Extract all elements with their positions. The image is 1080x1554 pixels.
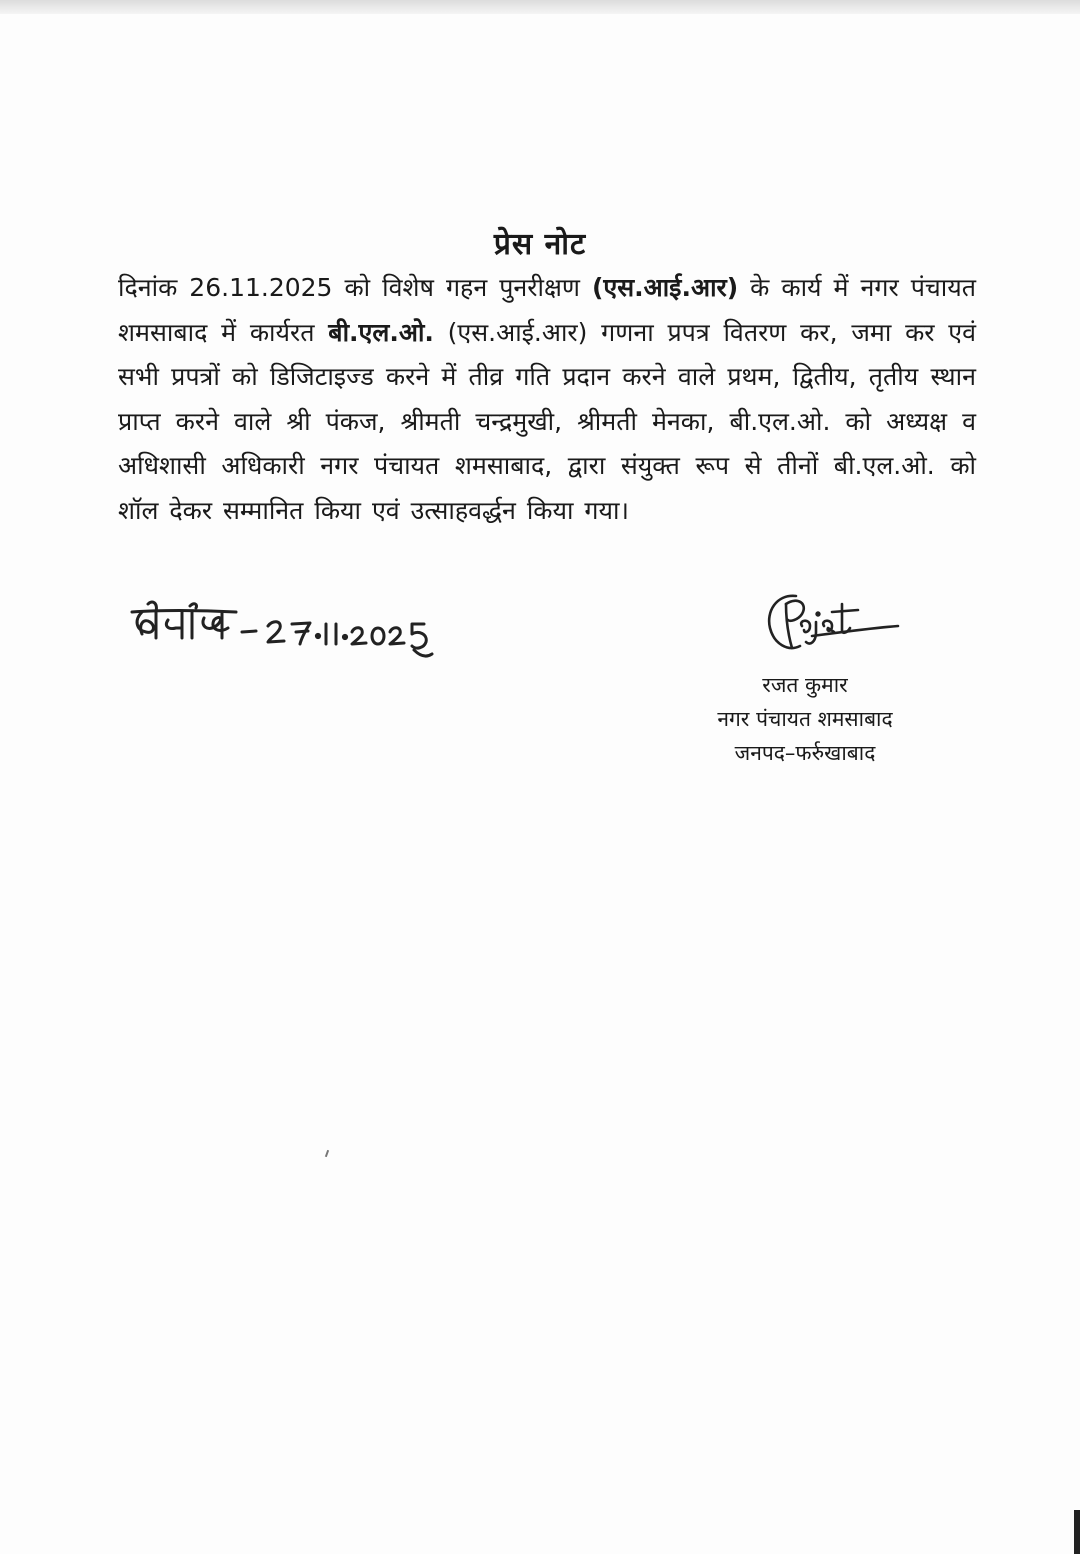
body-text-bold-blo: बी.एल.ओ. xyxy=(328,317,434,347)
signatory-office: नगर पंचायत शमसाबाद xyxy=(717,707,893,731)
signatory-district: जनपद–फर्रुखाबाद xyxy=(734,741,876,765)
document-title: प्रेस नोट xyxy=(493,227,587,262)
scan-edge-mark xyxy=(1074,1510,1080,1554)
signatory-block xyxy=(660,668,950,770)
body-text-part-2: के कार्य में नगर पंचायत शमसाबाद में कार्यरत xyxy=(118,273,976,347)
body-text-part-1: दिनांक 26.11.2025 को विशेष गहन पुनरीक्षण xyxy=(118,273,592,302)
press-note-body xyxy=(118,266,976,533)
body-text-bold-sir: (एस.आई.आर) xyxy=(591,273,739,302)
scan-top-edge xyxy=(0,0,1080,14)
signatory-name: रजत कुमार xyxy=(762,673,848,697)
body-text-part-3: (एस.आई.आर) गणना प्रपत्र वितरण कर, जमा कर एवं सभी प्रपत्रों को डिजिटाइज्ड करने में तीव्र गति प्रदान करने वाले प्रथम, द्वितीय, तृतीय स्थान प्राप्त करने वाले श्री पंकज, श्रीमती चन्द्रमुखी, श्रीमती मेनका, बी.एल.ओ. को अध्यक्ष व अधिशासी अधिकारी नगर पंचायत शमसाबाद, द्वारा संयुक्त रूप से तीनों बी.एल.ओ. को शॉल देकर सम्मानित किया एवं उत्साहवर्द्धन किया गया। xyxy=(118,317,976,525)
scan-speck xyxy=(325,1150,329,1157)
signature xyxy=(762,586,904,658)
handwritten-date xyxy=(128,598,448,668)
